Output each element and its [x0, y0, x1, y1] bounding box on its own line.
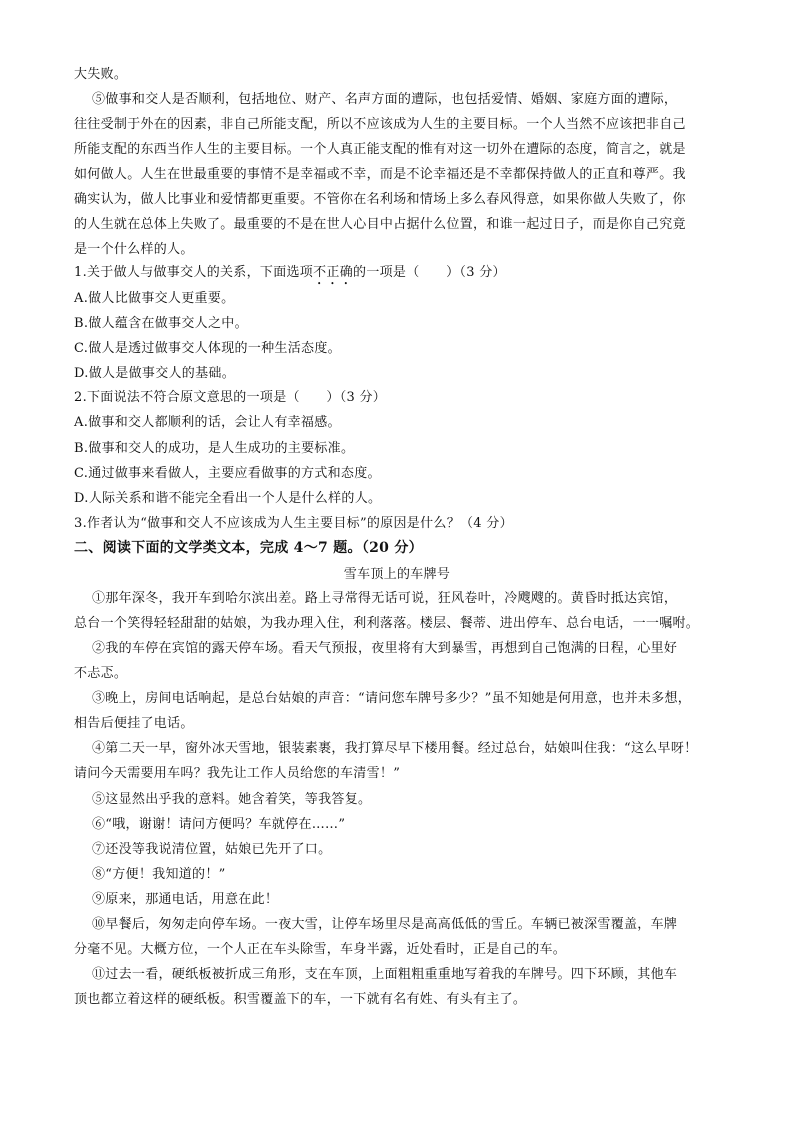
question-3-stem: 3.作者认为“做事和交人不应该成为人生主要目标”的原因是什么？（4 分） — [74, 516, 513, 531]
story-line: ⑧“方便！我知道的！” — [92, 867, 226, 882]
story-line: ②我的车停在宾馆的露天停车场。看天气预报，夜里将有大到暴雪，再想到自己饱满的日程，心里好 — [92, 641, 678, 656]
story-line: 顶也都立着这样的硬纸板。积雪覆盖下的车，一下就有名有姓、有头有主了。 — [74, 992, 527, 1007]
story-line: ⑨原来，那通电话，用意在此！ — [92, 892, 279, 907]
question-2-option-a: A.做事和交人都顺利的话，会让人有幸福感。 — [74, 415, 341, 430]
story-line: 不忐忑。 — [74, 666, 128, 681]
passage-tail: 大失败。 — [74, 67, 128, 82]
paragraph-5-line: 往往受制于外在的因素，非自己所能支配，所以不应该成为人生的主要目标。一个人当然不应该把非自己 — [74, 117, 686, 132]
story-line: ⑥“哦，谢谢！请问方便吗？车就停在……” — [92, 817, 346, 832]
story-line: ①那年深冬，我开车到哈尔滨出差。路上寻常得无话可说，狂风卷叶，冷飕飕的。黄昏时抵达宾馆， — [92, 591, 678, 606]
story-line: ⑪过去一看，硬纸板被折成三角形，支在车顶，上面粗粗重重地写着我的车牌号。四下环顾，其他车 — [92, 967, 678, 982]
question-2-option-c: C.通过做事来看做人，主要应看做事的方式和态度。 — [74, 466, 381, 481]
question-1-option-b: B.做人蕴含在做事交人之中。 — [74, 316, 248, 331]
story-title: 雪车顶上的车牌号 — [343, 567, 451, 582]
story-line: ⑩早餐后，匆匆走向停车场。一夜大雪，让停车场里尽是高高低低的雪丘。车辆已被深雪覆盖，车牌 — [92, 917, 678, 932]
paragraph-5-line: 的人生就在总体上失败了。最重要的不是在世人心目中占据什么位置，和谁一起过日子，而是你自己究竟 — [74, 217, 686, 232]
question-1-option-c: C.做人是透过做事交人体现的一种生活态度。 — [74, 341, 341, 356]
paragraph-5-line: 确实认为，做人比事业和爱情都更重要。不管你在名利场和情场上多么春风得意，如果你做人失败了，你 — [74, 192, 686, 207]
question-1-option-a: A.做人比做事交人更重要。 — [74, 291, 235, 306]
paragraph-5-line: 所能支配的东西当作人生的主要目标。一个人真正能支配的惟有对这一切外在遭际的态度，简言之，就是 — [74, 142, 686, 157]
paragraph-5-line: 如何做人。人生在世最重要的事情不是幸福或不幸，而是不论幸福还是不幸都保持做人的正直和尊严。我 — [74, 167, 686, 182]
story-line: 相告后便挂了电话。 — [74, 716, 194, 731]
story-line: 分毫不见。大概方位，一个人正在车头除雪，车身半露，近处看时，正是自己的车。 — [74, 942, 567, 957]
section-2-heading: 二、阅读下面的文学类文本，完成 4～7 题。（20 分） — [74, 540, 423, 556]
story-line: 请问今天需要用车吗？我先让工作人员给您的车清雪！” — [74, 766, 401, 781]
question-2-option-b: B.做事和交人的成功，是人生成功的主要标准。 — [74, 441, 355, 456]
paragraph-5-line: ⑤做事和交人是否顺利，包括地位、财产、名声方面的遭际，也包括爱情、婚姻、家庭方面的遭际， — [92, 92, 678, 107]
story-line: ⑦还没等我说清位置，姑娘已先开了口。 — [92, 842, 332, 857]
question-1-option-d: D.做人是做事交人的基础。 — [74, 366, 235, 381]
question-1-stem-start: 1.关于做人与做事交人的关系，下面选项 — [74, 265, 314, 280]
question-1-stem — [74, 264, 734, 288]
paragraph-5-line: 是一个什么样的人。 — [74, 242, 194, 257]
story-line: 总台一个笑得轻轻甜甜的姑娘，为我办理入住，利利落落。楼层、餐蒂、进出停车、总台电话，一一嘱咐。 — [74, 616, 700, 631]
story-line: ③晚上，房间电话响起，是总台姑娘的声音：“请问您车牌号多少？”虽不知她是何用意，也并未多想， — [92, 691, 692, 706]
question-2-option-d: D.人际关系和谐不能完全看出一个人是什么样的人。 — [74, 491, 382, 506]
question-2-stem: 2.下面说法不符合原文意思的一项是（ ）（3 分） — [74, 390, 387, 405]
question-1-stem-end: 的一项是（ ）（3 分） — [353, 265, 506, 280]
story-line: ⑤这显然出乎我的意料。她含着笑，等我答复。 — [92, 792, 372, 807]
story-line: ④第二天一早，窗外冰天雪地，银装素裹，我打算尽早下楼用餐。经过总台，姑娘叫住我：“这么早呀！ — [92, 741, 698, 756]
question-1-emphasis: 不正确 — [313, 265, 354, 280]
